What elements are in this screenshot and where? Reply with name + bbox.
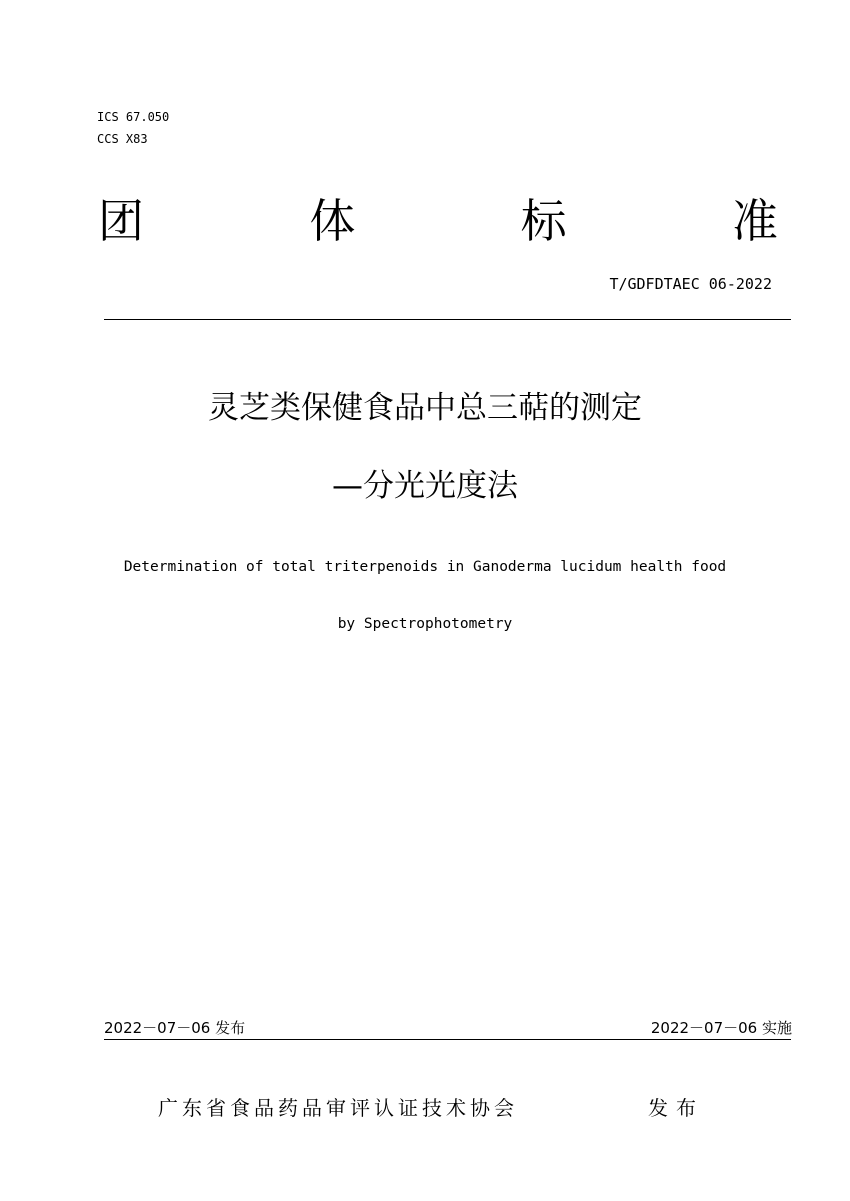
standard-type-char-3: 标 (520, 194, 567, 248)
standard-type-char-4: 准 (731, 194, 778, 248)
issue-date: 2022－07－06 发布 (104, 1019, 246, 1037)
standard-type-title (98, 193, 778, 249)
title-chinese-line-2: —分光光度法 (332, 468, 518, 504)
standard-type-char-1: 团 (98, 194, 144, 248)
bottom-divider (104, 1039, 791, 1040)
ccs-code: CCS X83 (97, 132, 148, 146)
title-english-line-2: by Spectrophotometry (337, 616, 513, 632)
publish-label: 发布 (648, 1096, 704, 1120)
ics-code: ICS 67.050 (97, 110, 170, 124)
title-english-line-1: Determination of total triterpenoids in Ganoderma lucidum health food (123, 559, 727, 575)
implementation-date: 2022－07－06 实施 (650, 1019, 792, 1037)
top-divider (104, 319, 791, 320)
title-chinese-line-1: 灵芝类保健食品中总三萜的测定 (208, 390, 642, 426)
publisher-name: 广东省食品药品审评认证技术协会 (158, 1096, 518, 1120)
standard-type-char-2: 体 (309, 194, 356, 248)
standard-number: T/GDFDTAEC 06-2022 (609, 275, 772, 293)
